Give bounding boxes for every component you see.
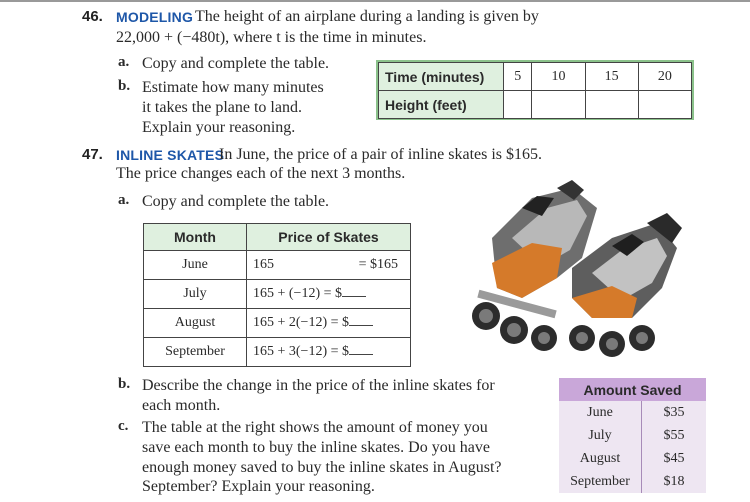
problem-47-b-label: b. — [118, 376, 131, 392]
saved-month: June — [559, 401, 642, 424]
saved-amount: $18 — [663, 473, 685, 489]
problem-46-line1: The height of an airplane during a landing is given by — [195, 8, 539, 25]
month-cell: September — [144, 338, 247, 367]
problem-46-b-label: b. — [118, 78, 131, 94]
price-header: Price of Skates — [247, 224, 411, 251]
problem-47-b-line1: Describe the change in the price of the inline skates for — [142, 377, 495, 394]
problem-47-heading: INLINE SKATES — [116, 147, 225, 163]
answer-blank — [349, 354, 373, 355]
problem-47-number: 47. — [82, 146, 103, 163]
problem-47-c-line3: enough money saved to buy the inline skates in August? — [142, 459, 502, 476]
saved-month: September — [559, 470, 642, 493]
price-of-skates-table — [143, 223, 411, 367]
height-cell — [532, 91, 585, 119]
price-cell — [247, 280, 411, 309]
price-cell — [247, 309, 411, 338]
price-expr: 165 — [253, 257, 274, 272]
saved-amount: $45 — [663, 450, 685, 466]
saved-amount: $55 — [663, 427, 685, 443]
saved-amount: $35 — [663, 404, 685, 420]
problem-46-heading: MODELING — [116, 9, 194, 25]
problem-47-a-label: a. — [118, 192, 130, 208]
height-header: Height (feet) — [379, 91, 504, 119]
time-cell: 20 — [638, 63, 691, 91]
time-header: Time (minutes) — [379, 63, 504, 91]
saved-month: August — [559, 447, 642, 470]
price-cell — [247, 338, 411, 367]
saved-month: July — [559, 424, 642, 447]
problem-46-a-text: Copy and complete the table. — [142, 55, 330, 72]
answer-blank — [349, 325, 373, 326]
problem-47-c-line4: September? Explain your reasoning. — [142, 478, 375, 495]
price-cell — [247, 251, 411, 280]
amount-saved-table — [559, 378, 706, 493]
time-cell: 5 — [504, 63, 532, 91]
problem-46-b-line3: Explain your reasoning. — [142, 119, 296, 136]
problem-46-a-label: a. — [118, 54, 130, 70]
problem-47-line2: The price changes each of the next 3 months. — [116, 165, 406, 182]
top-rule — [0, 0, 750, 2]
answer-blank — [342, 296, 366, 297]
problem-47-c-line2: save each month to buy the inline skates. Do you have — [142, 439, 490, 456]
time-cell: 10 — [532, 63, 585, 91]
price-result: = $165 — [358, 257, 398, 272]
problem-47-a-text: Copy and complete the table. — [142, 193, 330, 210]
problem-47-c-label: c. — [118, 418, 129, 434]
time-height-table — [378, 62, 692, 119]
height-cell — [638, 91, 691, 119]
height-cell — [504, 91, 532, 119]
problem-46-number: 46. — [82, 8, 103, 25]
problem-46-b-line2: it takes the plane to land. — [142, 99, 302, 116]
problem-47-b-line2: each month. — [142, 397, 221, 414]
price-expr: 165 + 2(−12) = $ — [253, 315, 350, 330]
problem-46-line2: 22,000 + (−480t), where t is the time in minutes. — [116, 29, 427, 46]
price-expr: 165 + 3(−12) = $ — [253, 344, 350, 359]
month-cell: August — [144, 309, 247, 338]
problem-46-b-line1: Estimate how many minutes — [142, 79, 324, 96]
price-expr: 165 + (−12) = $ — [253, 286, 343, 301]
time-cell: 15 — [585, 63, 638, 91]
problem-47-c-line1: The table at the right shows the amount of money you — [142, 419, 488, 436]
height-cell — [585, 91, 638, 119]
month-cell: July — [144, 280, 247, 309]
problem-47-line1: In June, the price of a pair of inline skates is $165. — [219, 146, 543, 163]
month-header: Month — [144, 224, 247, 251]
month-cell: June — [144, 251, 247, 280]
inline-skates-photo — [462, 168, 692, 360]
amount-saved-header: Amount Saved — [559, 378, 706, 401]
